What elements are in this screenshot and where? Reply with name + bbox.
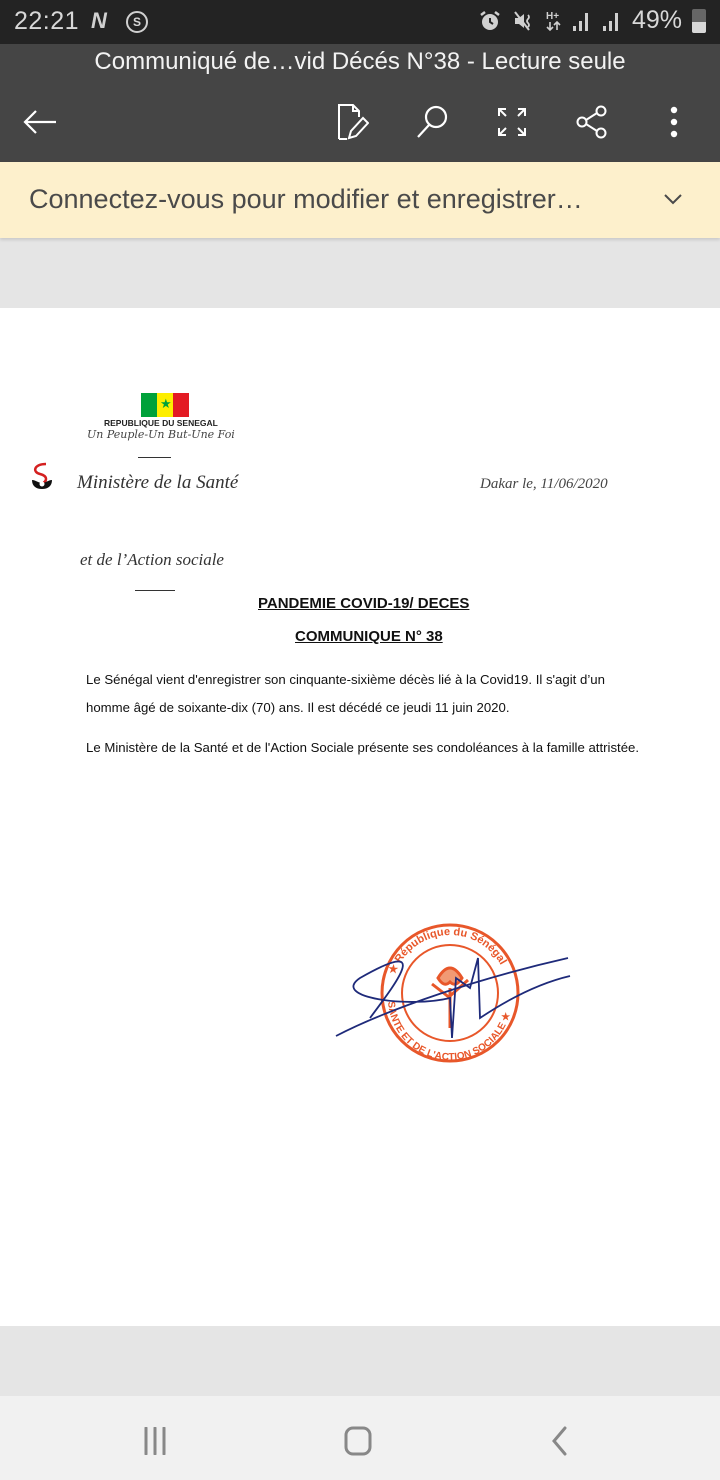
document-date: Dakar le, 11/06/2020 [480, 476, 608, 492]
vibrate-mute-icon [512, 9, 536, 33]
nav-back-button[interactable] [535, 1416, 585, 1466]
paragraph-condolences: Le Ministère de la Santé et de l'Action Sociale présente ses condoléances à la famille attristée. [86, 740, 640, 755]
battery-icon [692, 9, 706, 33]
paragraph-death-report: Le Sénégal vient d'enregistrer son cinquante-sixième décès lié à la Covid19. Il s'agit d’un homme âgé de soixante-dix (70) ans. Il est décédé ce jeudi 11 juin 2020. [86, 672, 605, 715]
app-bar [0, 44, 720, 162]
sign-in-banner[interactable] [0, 162, 720, 238]
search-button[interactable] [410, 100, 454, 144]
battery-percent: 49% [631, 6, 682, 34]
svg-text:★ République du Sénégal: ★ République du Sénégal [386, 925, 509, 977]
ministry-logo-icon [26, 460, 58, 492]
divider [138, 457, 171, 458]
canvas-bottom [0, 1326, 720, 1396]
samsung-s-icon: S [126, 11, 148, 33]
svg-text:H+: H+ [545, 10, 560, 22]
national-motto: Un Peuple-Un But-Une Foi [87, 428, 235, 441]
divider [135, 590, 175, 591]
share-icon [575, 105, 609, 139]
system-nav-bar [0, 1396, 720, 1480]
ministry-name: Ministère de la Santé [77, 472, 239, 493]
chevron-down-icon[interactable] [660, 186, 686, 212]
home-icon [344, 1426, 372, 1456]
official-stamp-signature [330, 918, 580, 1068]
netflix-n-icon: N [91, 8, 107, 33]
banner-text: Connectez-vous pour modifier et enregistrer… [29, 184, 583, 214]
alarm-icon [478, 9, 502, 33]
recent-apps-button[interactable] [131, 1416, 181, 1466]
senegal-flag-icon: ★ [141, 393, 189, 417]
edit-document-icon [335, 103, 369, 141]
signal-icon [572, 10, 592, 32]
fullscreen-button[interactable] [490, 100, 534, 144]
svg-text:SANTE ET DE L'ACTION SOCIALE ★: SANTE ET DE L'ACTION SOCIALE ★ [385, 1000, 514, 1064]
edit-button[interactable] [330, 100, 374, 144]
more-options-button[interactable] [652, 100, 696, 144]
ministry-name-line2: et de l’Action sociale [80, 550, 224, 569]
republic-label: REPUBLIQUE DU SENEGAL [104, 418, 218, 428]
signal-icon [602, 10, 622, 32]
more-vertical-icon [669, 106, 679, 138]
fullscreen-icon [497, 107, 527, 137]
home-button[interactable] [333, 1416, 383, 1466]
share-button[interactable] [570, 100, 614, 144]
search-icon [414, 104, 450, 140]
status-bar [0, 0, 720, 44]
recent-apps-icon [143, 1427, 169, 1455]
heading-pandemic: PANDEMIE COVID-19/ DECES [258, 595, 470, 612]
back-button[interactable] [18, 100, 62, 144]
chevron-left-icon [550, 1426, 570, 1456]
heading-communique: COMMUNIQUE N° 38 [295, 628, 443, 645]
status-time: 22:21 [14, 7, 80, 35]
system-tray [478, 6, 706, 35]
document-page [0, 308, 720, 1326]
document-title: Communiqué de…vid Décés N°38 - Lecture seule [94, 48, 626, 75]
arrow-left-icon [22, 108, 58, 136]
hplus-data-icon [546, 9, 562, 33]
